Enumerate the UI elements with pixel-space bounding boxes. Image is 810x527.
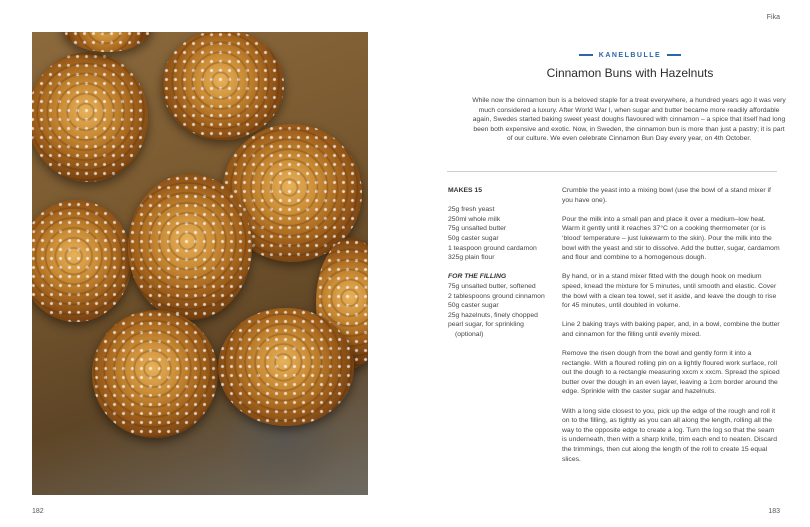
filling-heading: FOR THE FILLING: [448, 273, 507, 281]
recipe-intro: While now the cinnamon bun is a beloved staple for a treat everywhere, a hundred years ago it was very much considered a luxury. After World War I, when sugar and butter became more readily affordable again, Swedes started baking sweet yeast doughs flavoured with cinnamon – a spice that itself had long been both expensive and exotic. Now, in Sweden, the cinnamon bun is more than just a pastry; it is part of our culture. We even celebrate Cinnamon Bun Day every year, on 4th October.: [472, 97, 786, 143]
bun-image: [128, 174, 252, 320]
cinnamon-buns-photo: [32, 32, 368, 495]
filling-item: (optional): [455, 330, 484, 338]
bun-image: [62, 32, 152, 52]
bun-image: [218, 308, 354, 426]
ingredient-item: 250ml whole milk: [448, 215, 501, 223]
ingredient-item: 50g caster sugar: [448, 234, 499, 242]
ingredients-column: [448, 186, 558, 340]
bun-image: [92, 310, 218, 438]
filling-item: 75g unsalted butter, softened: [448, 282, 536, 290]
recipe-title: Cinnamon Buns with Hazelnuts: [546, 66, 714, 80]
ingredient-item: 325g plain flour: [448, 254, 495, 262]
page-number-left: 182: [32, 508, 44, 515]
method-step: Line 2 baking trays with baking paper, and, in a bowl, combine the butter and cinnamon for the filling until evenly mixed.: [562, 321, 780, 338]
kicker-text: KANELBULLE: [598, 52, 662, 59]
running-header: Fika: [766, 14, 780, 21]
recipe-kicker: [450, 52, 810, 59]
ingredient-item: 75g unsalted butter: [448, 225, 507, 233]
method-step: By hand, or in a stand mixer fitted with the dough hook on medium speed, knead the mixture for 5 minutes, until smooth and elastic. Cover the bowl with a clean tea towel, set it aside, and leave the dough to rise for 45 minutes, until doubled in volume.: [562, 273, 777, 310]
method-step: Remove the risen dough from the bowl and gently form it into a rectangle. With a floured rolling pin on a lightly floured work surface, roll out the dough to a rectangle measuring xxcm x xxcm. Spread the spiced butter over the dough in an even layer, leaving a 1cm border around the edge. Sprinkle with the caster sugar and hazelnuts.: [562, 350, 780, 396]
filling-item: 2 tablespoons ground cinnamon: [448, 292, 545, 300]
method-step: Crumble the yeast into a mixing bowl (use the bowl of a stand mixer if you have one).: [562, 187, 771, 204]
bun-image: [32, 52, 148, 182]
filling-item: 50g caster sugar: [448, 302, 499, 310]
bun-image: [162, 32, 284, 140]
method-column: [562, 186, 780, 474]
yield-label: MAKES 15: [448, 187, 482, 194]
method-step: With a long side closest to you, pick up the edge of the rough and roll it on to the filling, as tightly as you can all along the length, rolling all the way to the opposite edge to create a log. Turn the log so that the seam is underneath, then with a sharp knife, trim each end to neaten. Discard the trimmings, then cut along the length of the roll to create 15 equal slices.: [562, 407, 777, 463]
dash-decoration: [579, 54, 593, 56]
ingredient-item: 1 teaspoon ground cardamon: [448, 244, 537, 252]
method-step: Pour the milk into a small pan and place it over a medium–low heat. Warm it gently until it reaches 37°C on a cooking thermometer (or is ‘blood’ temperature – just lukewarm to the skin). Pour the milk into the bowl with the yeast and stir to dissolve. Add the butter, sugar, cardamom and flour and combine to a homogenous dough.: [562, 215, 780, 262]
dash-decoration: [667, 54, 681, 56]
divider: [447, 171, 777, 172]
ingredient-item: 25g fresh yeast: [448, 206, 495, 214]
filling-item: 25g hazelnuts, finely chopped: [448, 311, 538, 319]
bun-image: [32, 200, 132, 322]
filling-item: pearl sugar, for sprinkling: [448, 321, 524, 329]
page-number-right: 183: [768, 508, 780, 515]
